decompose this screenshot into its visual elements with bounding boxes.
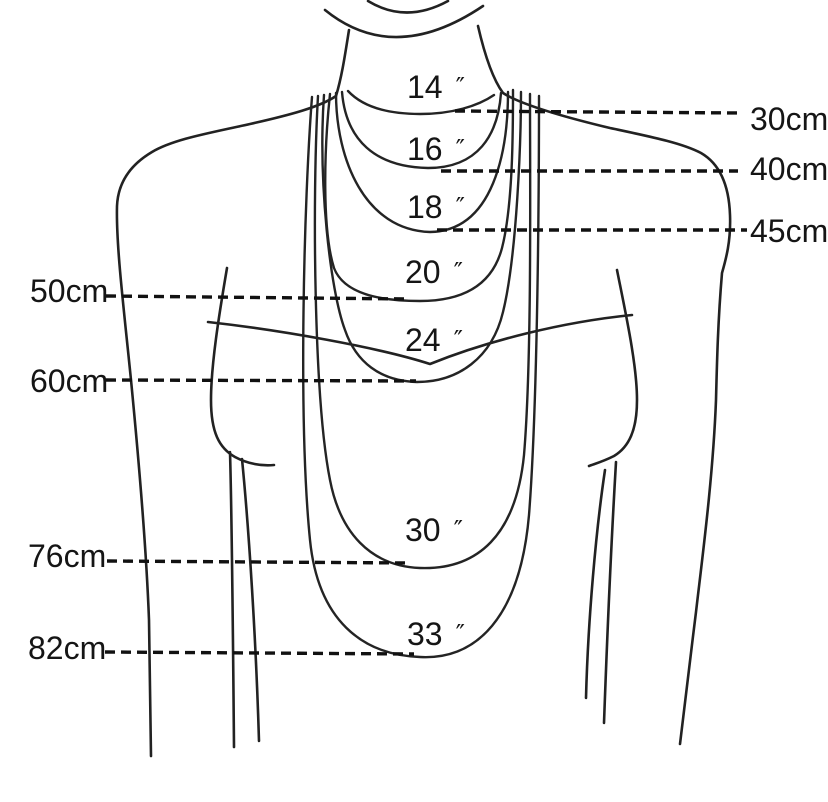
- necklace-length-label-18: 18 ″: [407, 189, 465, 225]
- necklace-curves: [303, 90, 539, 657]
- necklace-length-label-33: 33 ″: [407, 616, 465, 652]
- leader-line-60cm: [106, 380, 416, 381]
- leader-line-82cm: [105, 652, 414, 654]
- chin-line: [368, 1, 448, 13]
- cm-label-30cm: 30cm: [750, 101, 828, 137]
- left-inner-arm-line: [242, 459, 259, 741]
- necklace-length-label-20: 20 ″: [405, 254, 463, 290]
- necklace-length-label-16: 16 ″: [407, 131, 465, 167]
- cm-label-82cm: 82cm: [28, 630, 107, 666]
- cm-label-45cm: 45cm: [750, 213, 828, 249]
- necklace-curve-33: [303, 96, 539, 657]
- right-inner-arm-line: [604, 462, 616, 723]
- cm-label-50cm: 50cm: [30, 273, 109, 309]
- right-torso-side-line: [586, 470, 605, 698]
- right-armpit-breast-line: [589, 270, 637, 466]
- necklace-length-label-14: 14 ″: [407, 69, 465, 105]
- cm-label-40cm: 40cm: [750, 151, 828, 187]
- cm-label-76cm: 76cm: [28, 538, 107, 574]
- leader-line-50cm: [106, 296, 410, 299]
- left-torso-side-line: [230, 452, 234, 747]
- necklace-length-label-30: 30 ″: [405, 512, 463, 548]
- right-neck-shoulder-arm-line: [478, 26, 730, 744]
- necklace-length-label-24: 24 ″: [405, 322, 463, 358]
- cm-label-60cm: 60cm: [30, 363, 109, 399]
- leader-line-76cm: [107, 561, 410, 563]
